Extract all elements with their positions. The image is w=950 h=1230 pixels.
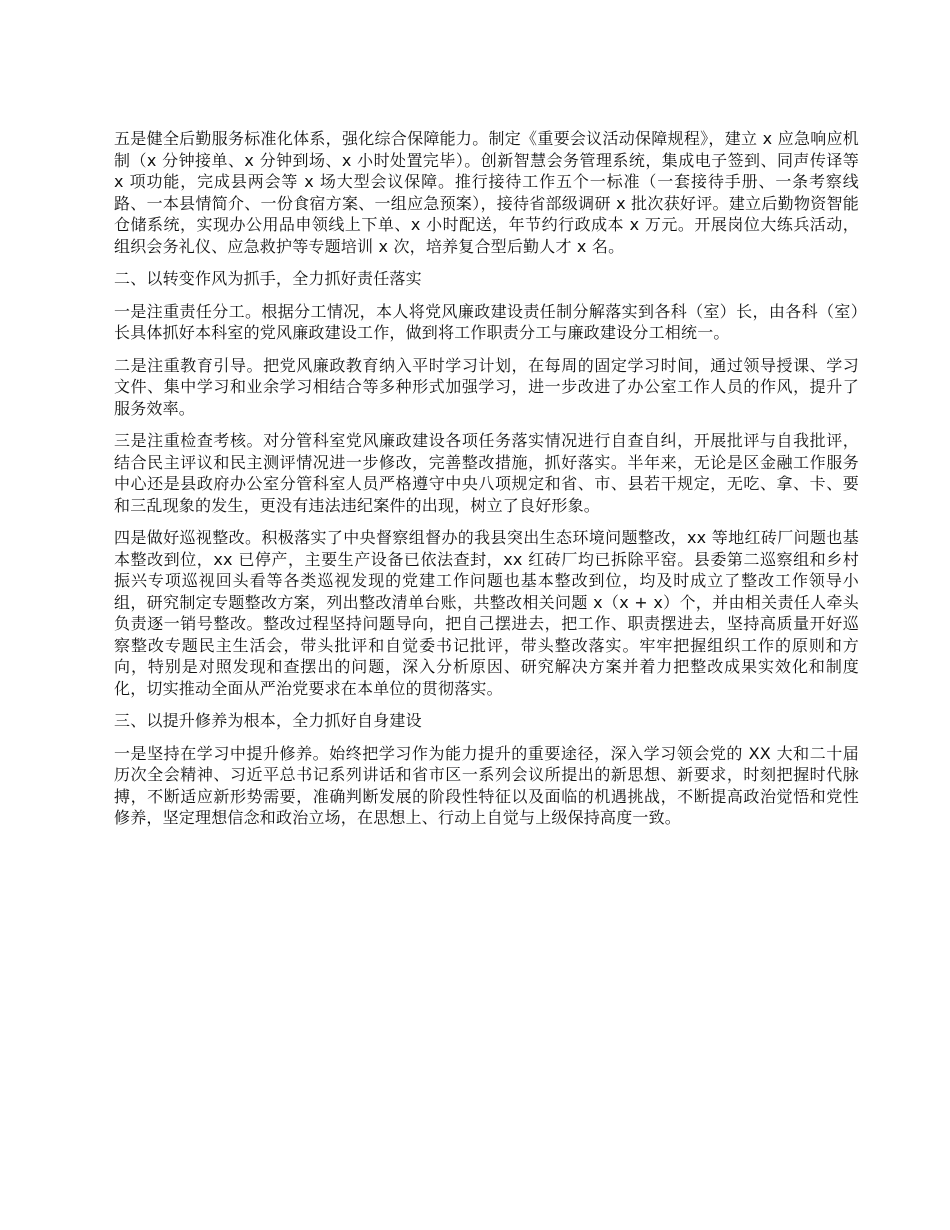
- paragraph-education: 二是注重教育引导。把党风廉政教育纳入平时学习计划，在每周的固定学习时间，通过领导授课、学习文件、集中学习和业余学习相结合等多种形式加强学习，进一步改进了办公室工作人员的作风，提升了服务效率。: [114, 355, 859, 418]
- paragraph-logistics: 五是健全后勤服务标准化体系，强化综合保障能力。制定《重要会议活动保障规程》，建立 x 应急响应机制（x 分钟接单、x 分钟到场、x 小时处置完毕）。创新智慧会务管理系统，集成电子签到、同声传译等 x 项功能，完成县两会等 x 场大型会议保障。推行接待工作五个一标准（一套接待手册、一条考察线路、一本县情简介、一份食宿方案、一组应急预案），接待省部级调研 x 批次获好评。建立后勤物资智能仓储系统，实现办公用品申领线上下单、x 小时配送，年节约行政成本 x 万元。开展岗位大练兵活动，组织会务礼仪、应急救护等专题培训 x 次，培养复合型后勤人才 x 名。: [114, 129, 859, 256]
- section-heading-2: 二、以转变作风为抓手，全力抓好责任落实: [114, 269, 422, 288]
- paragraph-rectification: 四是做好巡视整改。积极落实了中央督察组督办的我县突出生态环境问题整改，xx 等地红砖厂问题也基本整改到位，xx 已停产，主要生产设备已依法查封，xx 红砖厂均已拆除平窑。县委第二巡察组和乡村振兴专项巡视回头看等各类巡视发现的党建工作问题也基本整改到位，均及时成立了整改工作领导小组，研究制定专题整改方案，列出整改清单台账，共整改相关问题 x（x + x）个，并由相关责任人牵头负责逐一销号整改。整改过程坚持问题导向，把自己摆进去，把工作、职责摆进去，坚持高质量开好巡察整改专题民主生活会，带头批评和自觉委书记批评，带头整改落实。牢牢把握组织工作的原则和方向，特别是对照发现和查摆出的问题，深入分析原因、研究解决方案并着力把整改成果实效化和制度化，切实推动全面从严治党要求在本单位的贯彻落实。: [114, 528, 859, 698]
- document-body: [114, 128, 859, 840]
- paragraph-responsibility: 一是注重责任分工。根据分工情况，本人将党风廉政建设责任制分解落实到各科（室）长，由各科（室）长具体抓好本科室的党风廉政建设工作，做到将工作职责分工与廉政建设分工相统一。: [114, 301, 859, 342]
- paragraph-study: 一是坚持在学习中提升修养。始终把学习作为能力提升的重要途径，深入学习领会党的 XX 大和二十届历次全会精神、习近平总书记系列讲话和省市区一系列会议所提出的新思想、新要求，时刻把握时代脉搏，不断适应新形势需要，准确判断发展的阶段性特征以及面临的机遇挑战，不断提高政治觉悟和党性修养，坚定理想信念和政治立场，在思想上、行动上自觉与上级保持高度一致。: [114, 743, 859, 827]
- section-heading-3: 三、以提升修养为根本，全力抓好自身建设: [114, 711, 422, 730]
- paragraph-inspection: 三是注重检查考核。对分管科室党风廉政建设各项任务落实情况进行自查自纠，开展批评与自我批评，结合民主评议和民主测评情况进一步修改，完善整改措施，抓好落实。半年来，无论是区金融工作服务中心还是县政府办公室分管科室人员严格遵守中央八项规定和省、市、县若干规定，无吃、拿、卡、要和三乱现象的发生，更没有违法违纪案件的出现，树立了良好形象。: [114, 431, 859, 515]
